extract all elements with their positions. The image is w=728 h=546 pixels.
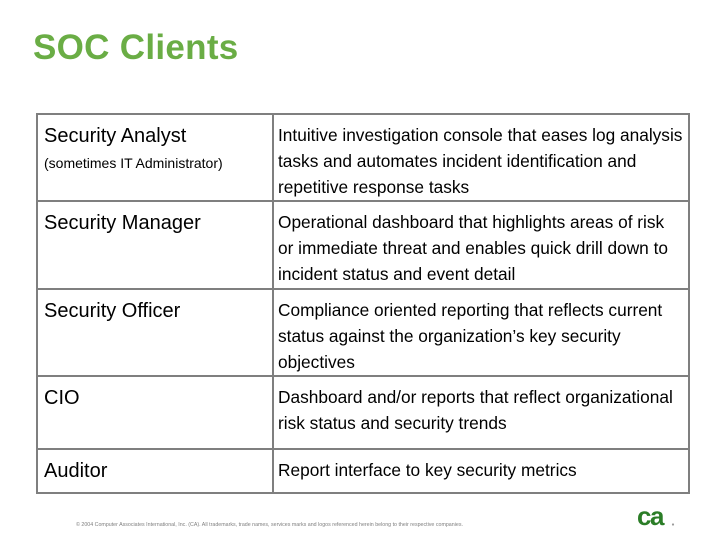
role-cell xyxy=(37,114,273,201)
logo-dot xyxy=(672,523,674,525)
description-cell: Dashboard and/or reports that reflect organizational risk status and security trends xyxy=(273,376,689,449)
role-cell xyxy=(37,289,273,376)
ca-logo-icon xyxy=(636,502,676,530)
description-cell: Operational dashboard that highlights areas of risk or immediate threat and enables quick drill down to incident status and event detail xyxy=(273,201,689,289)
role-cell xyxy=(37,449,273,493)
role-label: Auditor xyxy=(44,460,108,482)
table-row xyxy=(37,201,689,289)
role-note: (sometimes IT Administrator) xyxy=(44,155,223,171)
role-label: Security Officer xyxy=(44,300,181,322)
table-row xyxy=(37,114,689,201)
role-cell xyxy=(37,376,273,449)
table-row xyxy=(37,449,689,493)
role-label: CIO xyxy=(44,387,80,409)
description-cell: Compliance oriented reporting that reflects current status against the organization’s key security objectives xyxy=(273,289,689,376)
role-label: Security Analyst xyxy=(44,125,187,147)
table-row xyxy=(37,289,689,376)
table-row xyxy=(37,376,689,449)
description-cell: Report interface to key security metrics xyxy=(273,449,689,493)
slide-title: SOC Clients xyxy=(33,28,239,67)
ca-logo-text: ca xyxy=(637,502,663,530)
soc-clients-table xyxy=(36,113,690,494)
role-label: Security Manager xyxy=(44,212,201,234)
copyright-footer: © 2004 Computer Associates International, Inc. (CA). All trademarks, trade names, services marks and logos referenced herein belong to their respective companies. xyxy=(76,522,463,528)
role-cell xyxy=(37,201,273,289)
description-cell: Intuitive investigation console that eases log analysis tasks and automates incident identification and repetitive response tasks xyxy=(273,114,689,201)
